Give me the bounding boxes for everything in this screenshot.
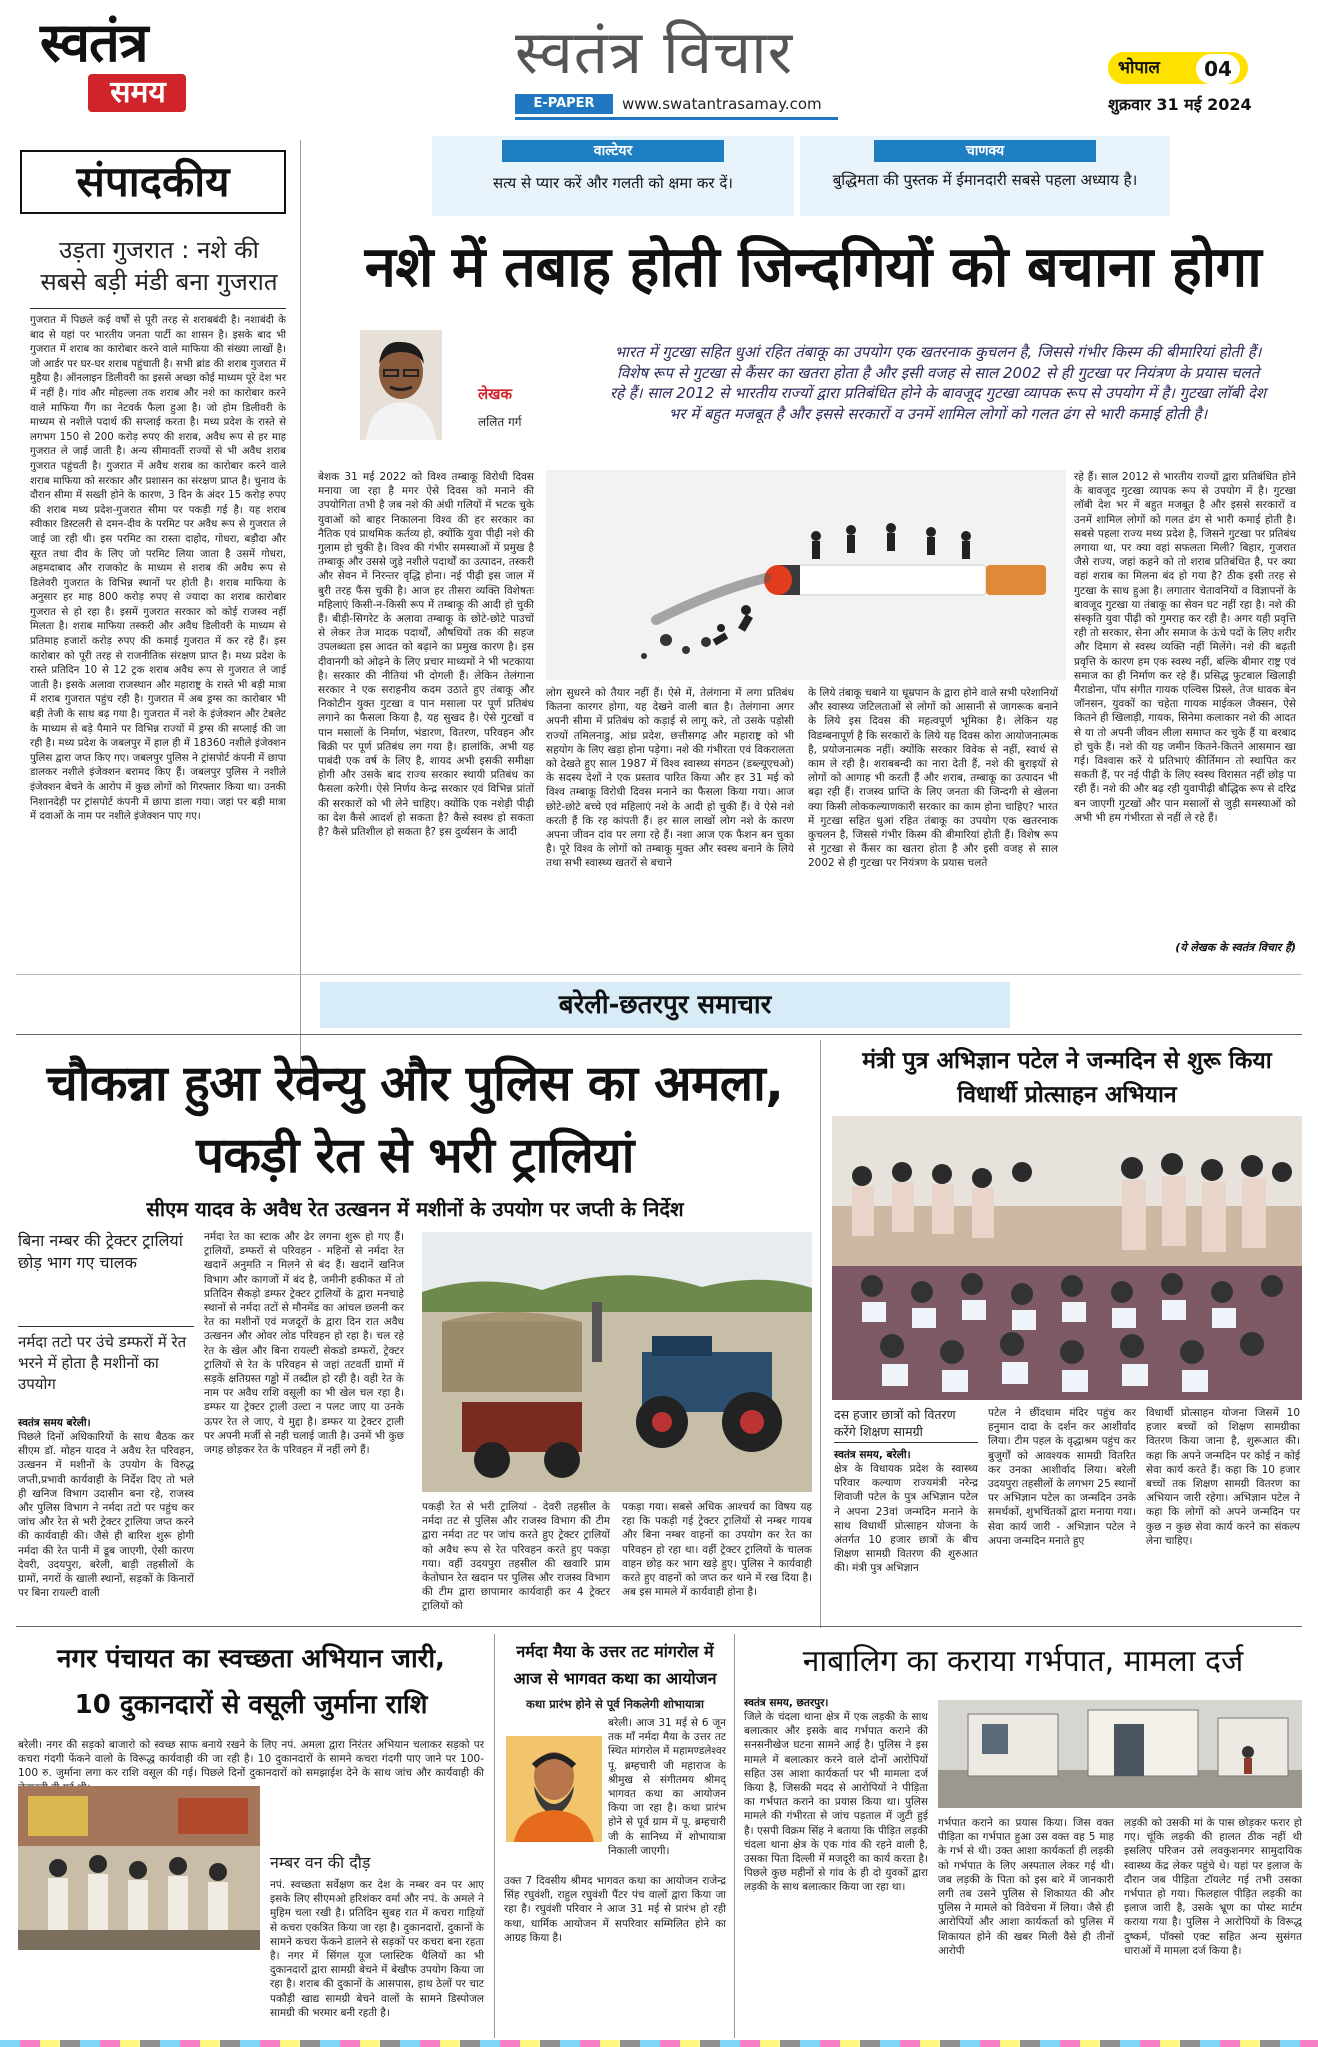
story5-dateline: स्वतंत्र समय, छतरपुर। xyxy=(744,1697,829,1709)
story1-photo xyxy=(422,1232,812,1492)
story3-headline-2: 10 दुकानदारों से वसूली जुर्माना राशि xyxy=(74,1690,428,1720)
lead-headline: नशे में तबाह होती जिन्दगियों को बचाना होगा xyxy=(364,235,1262,300)
story3-photo xyxy=(18,1786,260,1950)
story4-body: उक्त 7 दिवसीय श्रीमद भागवत कथा का आयोजन राजेन्द्र सिंह रघुवंशी, राहुल रघुवंशी पैंटर पंच वालों द्वारा किया जा रहा है। रघुवंशी परिवार ने आज 31 मई से प्रारंभ हो रही कथा, धार्मिक आयोजन में सपरिवार सम्मिलित होने का आग्रह किया है। xyxy=(504,1875,726,1944)
story4-subhead: कथा प्रारंभ होने से पूर्व निकलेगी शोभायात्रा xyxy=(526,1697,704,1711)
story5-col-2: गर्भपात कराने का प्रयास किया। जिस वक्त पीड़िता का गर्भपात हुआ उस वक्त वह 5 माह के गर्भ से थी। उक्त आशा कार्यकर्ता ही लड़की को गर्भपात के लिए अस्पताल लेकर गई थी। जब लड़की के पिता को इस बारे में जानकारी लगी तब उसने पुलिस से शिकायत की और पुलिस ने मामले को विवेचना में लिया। जैसे ही आरोपियों और आशा कार्यकर्ता को पुलिस में शिकायत होने की खबर मिली वैसे ही तीनों आरोपी xyxy=(938,1817,1114,1957)
masthead-rule xyxy=(515,117,838,120)
author-name: ललित गर्ग xyxy=(478,415,522,429)
lead-col-1: बेशक 31 मई 2022 को विश्व तम्बाकू विरोधी दिवस मनाया जा रहा है मगर ऐसे दिवस को मनाने की उपयोगिता तभी है जब नशे की अंधी गलियों में भटक चुके युवाओं को बाहर निकालना विश्व की हर सरकार का नैतिक एवं प्राथमिक कर्तव्य हो, क्योंकि युवा पीढ़ी नशे की गुलाम हो चुकी है। विश्व की गंभीर समस्याओं में प्रमुख है तम्बाकू और उससे जुड़े नशीले पदार्थों का उत्पादन, तस्करी और सेवन में निरन्तर वृद्धि होना। नई पीढ़ी इस जाल में बुरी तरह फैंस चुकी है। आज हर तीसरा व्यक्ति विशेषतः महिलाएं किसी-न-किसी रूप में तम्बाकू की आदी हो चुकी हैं। बीड़ी-सिगरेट के अलावा तम्बाकू के छोटे-छोटे पाउचों से लेकर तेज मादक पदार्थों, औषधियों तक की सहज उपलब्धता इस आदत को बढ़ाने का प्रमुख कारण है। इस दीवानगी को ओढ़ने के लिए प्रचार माध्यमों ने भी भटकाया है। सरकार की नीतियां भी दोगली हैं। लेकिन तेलंगाना सरकार ने एक सराहनीय कदम उठाते हुए तंबाकू और निकोटीन युक्त गुटखा व पान मसाला पर पूर्ण प्रतिबंध लगाने का फैसला किया है, यह सुखद है। ऐसे गुटखों व पान मसालों के निर्माण, भंडारण, वितरण, परिवहन और बिक्री पर पूर्ण प्रतिबंध लग गया है। हालांकि, अभी यह पाबंदी एक वर्ष के लिए है, शायद अभी इसकी समीक्षा होगी और उसके बाद राज्य सरकार स्थायी प्रतिबंध का फैसला करेगी। ऐसे निर्णय केन्द्र सरकार एवं विभिन्न प्रांतों की सरकारों को भी लेने चाहिए। क्योंकि एक नशेड़ी पीढ़ी का देश कैसे आदर्श हो सकता है? कैसे स्वस्थ हो सकता है? कैसे प्रतिशील हो सकता है? इस दुर्व्यसन के आदी xyxy=(318,471,534,839)
brand-bottom: समय xyxy=(110,75,166,110)
story3-body: नपं. स्वच्छता सर्वेक्षण कर देश के नम्बर वन पर आए इसके लिए सीएमओ हरिशंकर वर्मा और नपं. के अमले ने मुहिम चला रखी है। प्रतिदिन सुबह रात में कचरा गाड़ियों से कचरा एकत्रित किया जा रहा है। दुकानदारों, दुकानों के सामने कचरा फेंकने डालने से सड़कों पर कचरा बना रहता है। नगर में सिंगल यूज प्लास्टिक थैलियों का भी दुकानदारों द्वारा सामग्री बेचने में बेखौफ उपयोग किया जा रहा है। शराब की दुकानों के आसपास, हाथ ठेलों पर चाट पकौड़ी खाद्य सामग्री बेचने वालों के सामने डिस्पोजल सामग्री की भरमार बनी रहती है। xyxy=(270,1879,484,2019)
story5-photo xyxy=(938,1700,1302,1808)
story1-side-1: बिना नम्बर की ट्रेक्टर ट्रालियां छोड़ भाग गए चालक xyxy=(18,1231,183,1272)
website[interactable]: www.swatantrasamay.com xyxy=(622,95,822,113)
section-band-title: बरेली-छतरपुर समाचार xyxy=(558,990,772,1020)
epaper-badge: E-PAPER xyxy=(515,94,613,114)
story1-dateline: स्वतंत्र समय बरेली। xyxy=(18,1417,91,1429)
story1-headline: चौकन्ना हुआ रेवेन्यु और पुलिस का अमला, पकड़ी रेत से भरी ट्रालियां xyxy=(46,1055,784,1184)
quote-box-2 xyxy=(800,136,1170,216)
story2-col-2: पटेल ने छींदधाम मंदिर पहुंच कर हनुमान दादा के दर्शन कर आशीर्वाद लिया। टीम पहल के वृद्धाश्रम पहुंच कर बुजुर्गों को आवश्यक सामग्री वितरित कर उनका आशीर्वाद लिया। बरेली उदयपुरा तहसीलों के लगभग 25 स्थानों पर अभिज्ञान पटेल का जन्मदिन उनके समर्थकों, शुभचिंतकों द्वारा मनाया गया। सेवा कार्य जारी - अभिज्ञान पटेल ने अपना जन्मदिन मनाते हुए xyxy=(988,1407,1136,1547)
story4-lead: बरेली। आज 31 मई से 6 जून तक माँ नर्मदा मैया के उत्तर तट स्थित मांगरोल में महामण्डलेश्वर पू. ब्रम्हचारी जी महाराज के श्रीमुख से संगीतमय श्रीमद् भागवत कथा का आयोजन किया जा रहा है। कथा प्रारंभ होने से पूर्व ग्राम में पू. ब्रम्हचारी जी के सानिध्य में शोभायात्रा निकाली जाएगी। xyxy=(608,1717,726,1857)
city: भोपाल xyxy=(1118,58,1160,78)
story2-col-3: विधार्थी प्रोत्साहन योजना जिसमें 10 हजार बच्चों को शिक्षण सामग्रीका वितरण किया जाना है, शुरूआत की। कहा कि अपने जन्मदिन पर कोई न कोई सेवा कार्य करते हैं। कहा कि 10 हजार बच्चों तक शिक्षण सामग्री वितरण का अभियान जारी रहेगा। अभिज्ञान पटेल ने कहा कि लोगों को अपने जन्मदिन पर कुछ न कुछ सेवा कार्य करने का संकल्प लेना चाहिए। xyxy=(1146,1407,1300,1547)
masthead xyxy=(0,0,1318,135)
story5-top: जिले के चंदला थाना क्षेत्र में एक लड़की के साथ बलात्कार और इसके बाद गर्भपात कराने की सनसनीखेज घटना सामने आई है। पुलिस ने इस मामले में बलात्कार करने वाले दोनों आरोपियों सहित उस आशा कार्यकर्ता पर भी मामला दर्ज किया है, जिसकी मदद से आरोपियों ने पीड़िता का गर्भपात कराने का प्रयास किया था। पुलिस मामले की गंभीरता से जांच पड़ताल में जुटी हुई है। एसपी विक्रम सिंह ने बताया कि पीड़ित लड़की चंदला थाना क्षेत्र के एक गांव की रहने वाली है, उसका पिता दिल्ली में मजदूरी का कार्य करता है। पिछले कुछ महीनों से गांव के ही दो युवकों द्वारा लड़की के साथ बलात्कार किया जा रहा था। xyxy=(744,1711,928,1894)
story4-kicker: नर्मदा मैया के उत्तर तट मांगरोल में आज से भागवत कथा का आयोजन xyxy=(513,1642,717,1688)
story1-side-2: नर्मदा तटो पर उंचे डम्फरों में रेत भरने में होता है मशीनों का उपयोग xyxy=(18,1333,187,1393)
lead-col-2: लोग सुधरने को तैयार नहीं हैं। ऐसे में, तेलंगाना में लगा प्रतिबंध कितना कारगर होगा, यह देखने वाली बात है। तेलंगाना अगर अपनी सीमा में प्रतिबंध को कड़ाई से लागू करे, तो उसके पड़ोसी राज्यों तमिलनाडु, आंध्र प्रदेश, छत्तीसगढ़ और महाराष्ट्र को भी सहयोग के लिए खड़ा होना पड़ेगा। नशे की गंभीरता एवं विकरालता को देखते हुए साल 1987 में विश्व स्वास्थ्य संगठन (डब्ल्यूएचओ) के सदस्य देशों ने एक प्रस्ताव पारित किया और हर 31 मई को विश्व तम्बाकू विरोधी दिवस मनाने का फैसला किया गया। आज छोटे-छोटे बच्चे एवं महिलाएं नशे के आदी हो चुकी हैं। वे ऐसे नशे करती हैं कि रह कांपती हैं। हर साल लाखों लोग नशे के कारण अपना जीवन दांव पर लगा रहे हैं। नशा आज एक फैशन बन चुका है। पूरे विश्व के लोगों को तम्बाकू मुक्त और स्वस्थ बनाने के लिये तथा सभी स्वास्थ्य खतरों से बचाने xyxy=(546,687,794,870)
quote-box-1 xyxy=(432,136,794,216)
story2-caption: दस हजार छात्रों को वितरण करेंगे शिक्षण सामग्री xyxy=(834,1407,956,1439)
brand-top: स्वतंत्र xyxy=(40,10,148,74)
story1-col-3: पकड़ी रेत से भरी ट्रालियां - देवरी तहसील के नर्मदा तट से पुलिस और राजस्व विभाग की टीम द्वारा नर्मदा तट पर जांच करते हुए ट्रेक्टर ट्रालियों को अवैध रूप से रेत परिवहन करते हुए पकड़ा गया। वहीं उदयपुरा तहसील की खवारि प्राम केतोघान रेत खदान पर पुलिस और राजस्व विभाग की टीम द्वारा छापामार कार्यवाही कर 4 ट्रेक्टर ट्रालियों को xyxy=(422,1501,610,1613)
quote-author: चाणक्य xyxy=(874,140,1096,162)
story2-col-1: क्षेत्र के विधायक प्रदेश के स्वास्थ्य परिवार कल्याण राज्यमंत्री नरेन्द्र शिवाजी पटेल के पुत्र अभिज्ञान पटेल ने अपना 23वां जन्मदिन मनाने के साथ विधार्थी प्रोत्साहन योजना के अंतर्गत 10 हजार छात्रों के बीच शिक्षण सामग्री वितरण की शुरुआत की। मंत्री पुत्र अभिज्ञान xyxy=(834,1463,978,1575)
story3-headline-1: नगर पंचायत का स्वच्छता अभियान जारी, xyxy=(57,1644,445,1674)
story2-photo xyxy=(832,1116,1302,1400)
story1-subhead: सीएम यादव के अवैध रेत उत्खनन में मशीनों के उपयोग पर जप्ती के निर्देश xyxy=(146,1197,684,1221)
editorial-label: संपादकीय xyxy=(20,150,286,214)
author-photo xyxy=(360,330,442,440)
story1-col-1: पिछले दिनों अधिकारियों के साथ बैठक कर सीएम डॉ. मोहन यादव ने अवैध रेत परिवहन, उत्खनन में मशीनों के उपयोग के विरुद्ध जप्ती,प्रभावी कार्यवाही के निर्देश दिए तो भले ही खनिज विभाग उदासीन बना रहे, राजस्व और पुलिस विभाग ने नर्मदा तटो पर पहुंच कर जांच और रेत से भरी ट्रेक्टर ट्रालिया जप्त करने की कार्यवाही की। जैसे ही बारिश शुरू होगी नर्मदा की रेत पानी में डूब जाएगी, ऐसी कारण देवरी, उदयपुरा, बरेली, बाड़ी तहसीलों के ग्रामों, नगरों के खाली स्थानों, सड़कों के किनारों पर बिना रायल्टी वाली xyxy=(18,1431,194,1600)
author-label: लेखक xyxy=(478,385,512,403)
lead-col-4: रहे हैं। साल 2012 से भारतीय राज्यों द्वारा प्रतिबंधित होने के बावजूद गुटखा व्यापक रूप से उपयोग में है। गुटखा लॉबी देश भर में बहुत मजबूत है और इससे सरकारों व उनमें शामिल लोगों को गलत ढंग से भारी कमाई होती है। सबसे पहला राज्य मध्य प्रदेश है, जिसने गुटखा पर प्रतिबंध लगाया था, पर क्या वहां सफलता मिली? बिहार, गुजरात जैसे राज्य, जहां कहने को तो शराब प्रतिबंधित है, पर क्या वहां शराब का मिलना बंद हो गया है? ठीक इसी तरह से गुटखा के साथ हुआ है। लगातार चेतावनियों व विज्ञापनों के बावजूद गुटखा या तंबाकू का सेवन घट नहीं रहा है। नशे की संस्कृति युवा पीढ़ी को गुमराह कर रही है। अगर यही प्रवृत्ति रही तो सरकार, सेना और समाज के ऊंचे पदों के लिए शरीर और दिमाग से स्वस्थ व्यक्ति नहीं मिलेंगे। नशे की बढ़ती प्रवृत्ति के कारण हम एक स्वस्थ नहीं, बल्कि बीमार राष्ट्र एवं समाज का ही निर्माण कर रहे हैं। प्रसिद्ध फुटबाल खिलाड़ी मैराडोना, पॉप संगीत गायक एल्विस प्रिस्ले, तेज धावक बेन जॉनसन, युवकों का चहेता गायक माईकल जैक्सन, ऐसे कितने ही खिलाड़ी, गायक, सिनेमा कलाकार नशे की आदत से या तो अपनी जीवन लीला समाप्त कर चुके हैं या बरबाद हो चुके हैं। नशे की यह जमीन कितने-कितने आसमान खा गई। विश्वास करें ये प्रतिभाएं कीर्तिमान तो स्थापित कर सकती हैं, पर नई पीढ़ी के लिए स्वस्थ विरासत नहीं छोड़ पा रही हैं। नशे की और बढ़ रही युवापीढ़ी बौद्धिक रूप से दरिद्र बन जाएगी गुटखों और पान मसालों से जुड़ी समस्याओं को अभी भी हम गंभीरता से नहीं ले रहे हैं। xyxy=(1074,471,1296,824)
lead-intro: भारत में गुटखा सहित धुआं रहित तंबाकू का उपयोग एक खतरनाक कुचलन है, जिससे गंभीर किस्म की बीमारियां होती हैं। विशेष रूप से गुटखा से कैंसर का खतरा होता है और इसी वजह से साल 2002 से ही गुटखा पर नियंत्रण के प्रयास चलते रहे हैं। साल 2012 से भारतीय राज्यों द्वारा प्रतिबंधित होने के बावजूद गुटखा व्यापक रूप से उपयोग में है। गुटखा लॉबी देश भर में बहुत मजबूत है और इससे सरकारों व उनमें शामिल लोगों को गलत ढंग से भारी कमाई होती है। xyxy=(609,343,1267,423)
lead-col-3: के लिये तंबाकू चबाने या धूम्रपान के द्वारा होने वाले सभी परेशानियों और स्वास्थ्य जटिलताओं से लोगों को आसानी से जागरूक बनाने के लिये इस दिवस की महत्वपूर्ण भूमिका है। लेकिन यह विडम्बनापूर्ण है कि सरकारों के लिये यह दिवस कोरा आयोजनात्मक है, प्रयोजनात्मक नहीं। क्योंकि सरकार विवेक से नहीं, स्वार्थ से काम ले रही है। शराबबन्दी का नारा देती हैं, नशे की बुराइयों से लोगों को आगाह भी करती हैं और शराब, तम्बाकू का उत्पादन भी बढ़ा रही हैं। राजस्व प्राप्ति के लिए जनता की जिन्दगी से खेलना क्या किसी लोककल्याणकारी सरकार का काम होना चाहिए? भारत में गुटखा सहित धुआं रहित तंबाकू का उपयोग एक खतरनाक कुचलन है, जिससे गंभीर किस्म की बीमारियां होती हैं। विशेष रूप से गुटखा से कैंसर का खतरा होता है और इसी वजह से साल 2002 से ही गुटखा पर नियंत्रण के प्रयास चलते xyxy=(808,687,1058,870)
lead-illustration xyxy=(546,470,1066,680)
section-title: स्वतंत्र विचार xyxy=(515,18,794,88)
quote-text: बुद्धिमता की पुस्तक में ईमानदारी सबसे पहला अध्याय है। xyxy=(832,171,1138,189)
lead-footnote: (ये लेखक के स्वतंत्र विचार हैं) xyxy=(1175,941,1296,954)
story1-col-4: पकड़ा गया। सबसे अधिक आश्चर्य का विषय यह रहा कि पकड़ी गई ट्रेक्टर ट्रालियों से नम्बर गायब और बिना नम्बर वाहनों का उपयोग कर रेत का परिवहन हो रहा था। वहीं ट्रेक्टर ट्रालियों के चालक वाहन छोड़ कर भाग खड़े हुए। पुलिस ने कार्यवाही करते हुए वाहनों को जप्त कर थाने में रख दिया है। अब इस मामले में कार्यवाही होना है। xyxy=(622,1501,812,1599)
quote-author: वाल्टेयर xyxy=(502,140,724,162)
story2-dateline: स्वतंत्र समय, बरेली। xyxy=(834,1449,911,1461)
story5-headline: नाबालिग का कराया गर्भपात, मामला दर्ज xyxy=(802,1644,1244,1679)
editorial-body: गुजरात में पिछले कई वर्षों से पूरी तरह से शराबबंदी है। नशाबंदी के बाद से यहां पर भारतीय जनता पार्टी का शासन है। इसके बाद भी गुजरात में शराब का कारोबार करने वाले माफिया की संख्या लाखों है। जो आर्डर पर घर-घर शराब पहुंचाती है। सभी ब्रांड की शराब गुजरात में मुहैया है। ऑनलाइन डिलीवरी का इससे अच्छा कोई माध्यम पूरे देश भर में नहीं है। गांव और मोहल्ला तक शराब और नशे का कारोबार करने वाले माफिया गैंग का नेटवर्क फैला हुआ है। जो होम डिलीवरी के माध्यम से नशीले पदार्थ की सप्लाई करता है। मध्य प्रदेश के रास्ते से लगभग 150 से 200 करोड़ रुपए की शराब, अवैध रूप से हर माह गुजरात ले जाई जाती है। अन्य सीमावर्ती राज्यों से भी अवैध शराब गुजरात पहुंचती है। गुजरात में अवैध शराब का कारोबार करने वाले शराब माफिया को सरकार और प्रशासन का संरक्षण प्राप्त है। चुनाव के दौरान सीमा में सख्ती होने के कारण, 3 दिन के अंदर 15 करोड़ रुपए की शराब मध्य प्रदेश-गुजरात सीमा पर पकड़ी गई है। यह शराब स्वीकार डिस्टलरी से दमन-दीव के परमिट पर अवैध रूप से गुजरात ले जाई जा रही थी। इस परमिट का रास्ता दाहोद, गोधरा, बड़ौदा और सूरत तथा दीव के लिए जो परमिट लिया जाता है उसमें गोधरा, अहमदाबाद और राजकोट के माध्यम से शराब की अवैध रूप से डिलेवरी गुजरात के विभिन्न स्थानों पर होती है। शराब माफिया के अनुसार हर माह 800 करोड़ रुपए से ज्यादा का शराब कारोबार गुजरात से हो रहा है। इसमें गुजरात सरकार को कोई राजस्व नहीं मिलता है। शराब माफिया तस्करी और अवैध डिलीवरी के माध्यम से प्रतिमाह हजारों करोड़ रुपए की कमाई गुजरात में कर रहे हैं। इस कारोबार को पूरी तरह से राजनीतिक संरक्षण प्राप्त है। मध्य प्रदेश के रास्ते प्रतिदिन 10 से 12 ट्रक शराब अवैध रूप से गुजरात ले जाई जाती है। इसके अलावा राजस्थान और महाराष्ट्र के रास्ते भी बड़ी मात्रा में शराब गुजरात पहुंच रही है। गुजरात में अब ड्रग्स का कारोबार भी बड़ी तेजी के साथ बढ़ गया है। गुजरात में नशे के इंजेक्शन और टेबलेट के माध्यम से बड़े पैमाने पर विभिन्न राज्यों में ड्रग्स की सप्लाई की जा रही है। मध्य प्रदेश के जबलपुर में हाल ही में 18360 नशीले इंजेक्शन पुलिस द्वारा जप्त किए गए। जबलपुर पुलिस ने ट्रांसपोर्ट कंपनी में छापा डालकर नशीले इंजेक्शन बरामद किए हैं। जबलपुर पुलिस ने नशीले इंजेक्शन बेचने के आरोप में कुछ लोगों को गिरफ्तार किया था। उनकी निशानदेही पर ट्रांसपोर्ट कंपनी में छापा डाला गया। जहां पर बड़ी मात्रा में दवाओं के नाम पर नशीले इंजेक्शन पाए गए। xyxy=(30,315,286,823)
register-mark-icon xyxy=(0,2040,1318,2047)
quote-text: सत्य से प्यार करें और गलती को क्षमा कर दें। xyxy=(493,174,733,192)
editorial-box xyxy=(16,142,294,1142)
editorial-headline: उड़ता गुजरात : नशे की सबसे बड़ी मंडी बना गुजरात xyxy=(40,236,278,296)
story5-col-3: लड़की को उसकी मां के पास छोड़कर फरार हो गए। चूंकि लड़की की हालत ठीक नहीं थी इसलिए परिजन उसे लवकुशनगर सामुदायिक स्वास्थ्य केंद्र लेकर पहुंचे थे। यहां पर इलाज के दौरान जब पीड़िता टॉयलेट गई तभी उसका गर्भपात हो गया। फिलहाल पीड़ित लड़की का इलाज जारी है, उसके भ्रूण का पोस्ट मार्टम कराया गया है। पुलिस ने आरोपियों के विरूद्ध दुष्कर्म, पॉक्सो एक्ट सहित अन्य सुसंगत धाराओं में मामला दर्ज किया है। xyxy=(1124,1817,1302,1957)
story1-col-2: नर्मदा रेत का स्टाक और ढेर लगना शुरू हो गए हैं। ट्रालियों, डम्फरों से परिवहन - महिनों से नर्मदा रेत खदानें अनुमति न मिलने से बंद हैं। खदानें खनिज विभाग और कागजों में बंद है, जमीनी हकीकत में तो प्रतिदिन सैकड़ो डम्फर ट्रेक्टर ट्रालियों के द्वारा मनचाहे स्थानों से नर्मदा तटों से मौनमेंड का आंचल छलनी कर रेत का मशीनों एवं मजदूरों के द्वारा दिन रात अवैध उत्खनन और ओवर लोड परिवहन हो रहा है। चल रहे रेत के खेल और बिना रायल्टी सेकडो डम्फरों, ट्रेक्टर ट्रालियों से रेत के परिवहन से जहां तटवर्ती ग्रामों में सड़कें क्षतिग्रस्त गड्ढो में तब्दील हो रही है। वही रेत के नाम पर अवैध राशि वसूली का भी खेल चल रहा है। डम्फर या ट्रेक्टर ट्राली उल्टा न पलट जाए या उनके ऊपर रेत ले जाए, ये मुद्दा है। डम्फर या ट्रेक्टर ट्राली पर अपनी मर्जी से नही चलाई जाती है। उनमें भी कुछ जगह छोड़कर रेत के परिवहन में नहीं लगे हैं। xyxy=(204,1231,404,1457)
story3-lead: बरेली। नगर की सड़को बाजारो को स्वच्छ साफ बनाये रखने के लिए नपं. अमला द्वारा निरंतर अभियान चलाकर सड़को पर कचरा गंदगी फेंकने वालो के विरूद्ध कार्यवाही की जा रही है। 10 दुकानदारों के सामने कचरा गंदगी पाए जाने पर 100-100 रु. जुर्माना लगा कर राशि वसूल की गई। पिछले दिनों दुकानदारों को समझाईश देने के साथ जांच और कार्यवाही की xyxy=(18,1739,484,1780)
page-number: 04 xyxy=(1196,54,1240,84)
issue-date: शुक्रवार 31 मई 2024 xyxy=(1108,95,1252,114)
story3-subhead: नम्बर वन की दौड़ xyxy=(270,1853,371,1872)
story2-headline: मंत्री पुत्र अभिज्ञान पटेल ने जन्मदिन से शुरू किया विधार्थी प्रोत्साहन अभियान xyxy=(862,1048,1272,1108)
